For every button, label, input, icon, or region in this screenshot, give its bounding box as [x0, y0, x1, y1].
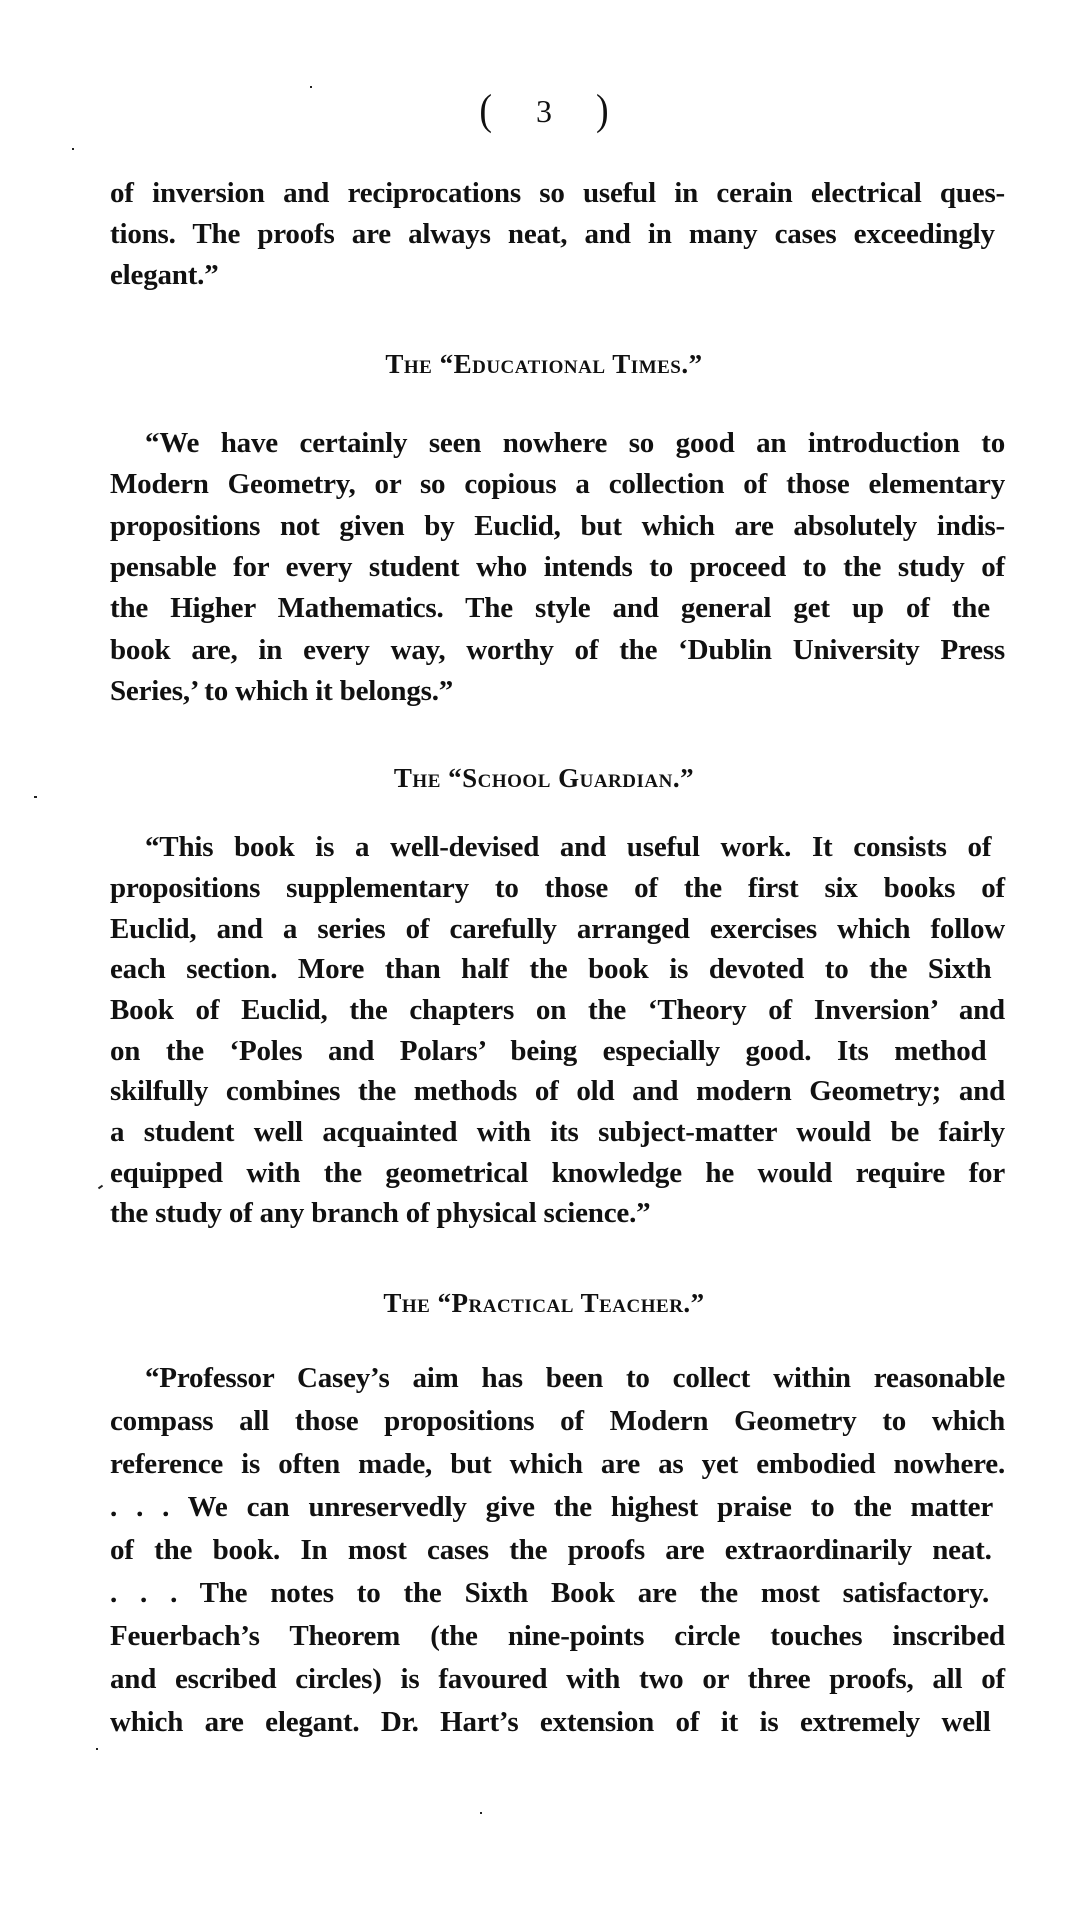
text-line: compass all those propositions of Modern Geometry to which — [110, 1405, 1005, 1437]
text-line: “This book is a well-devised and useful work. It consists of — [145, 831, 992, 863]
text-line: of inversion and reciprocations so useful in cerain electrical ques- — [110, 177, 1005, 209]
text-line: the study of any branch of physical science.” — [110, 1197, 651, 1229]
text-line: Modern Geometry, or so copious a collection of those elementary — [110, 468, 1005, 500]
text-line: equipped with the geometrical knowledge he would require for — [110, 1157, 1005, 1189]
text-line: Series,’ to which it belongs.” — [110, 675, 454, 707]
text-line: Euclid, and a series of carefully arranged exercises which follow — [110, 913, 1005, 945]
text-line: the Higher Mathematics. The style and general get up of the — [110, 592, 990, 624]
scan-speck — [34, 796, 37, 798]
text-line: skilfully combines the methods of old and modern Geometry; and — [110, 1075, 1005, 1107]
text-line: Feuerbach’s Theorem (the nine-points circle touches inscribed — [110, 1620, 1005, 1652]
text-line: “We have certainly seen nowhere so good an introduction to — [145, 427, 1005, 459]
scan-speck — [480, 1812, 482, 1814]
scan-speck — [72, 148, 74, 150]
open-paren: ( — [479, 85, 492, 135]
text-line: book are, in every way, worthy of the ‘Dublin University Press — [110, 634, 1005, 666]
text-line: reference is often made, but which are as yet embodied nowhere. — [110, 1448, 1005, 1480]
scan-speck — [98, 1185, 103, 1190]
text-line: pensable for every student who intends to proceed to the study of — [110, 551, 1005, 583]
scan-speck — [96, 1748, 98, 1750]
text-line: on the ‘Poles and Polars’ being especially good. Its method — [110, 1035, 987, 1067]
text-line: elegant.” — [110, 259, 219, 291]
review-heading-educational-times: The “Educational Times.” — [385, 349, 703, 379]
text-line: a student well acquainted with its subject-matter would be fairly — [110, 1116, 1005, 1148]
text-line: tions. The proofs are always neat, and in many cases exceedingly — [110, 218, 995, 250]
page-number — [0, 85, 1088, 135]
close-paren: ) — [596, 85, 609, 135]
text-line: . . . The notes to the Sixth Book are the most satisfactory. — [110, 1577, 990, 1609]
text-line: of the book. In most cases the proofs are extraordinarily neat. — [110, 1534, 992, 1566]
review-heading-practical-teacher: The “Practical Teacher.” — [383, 1288, 705, 1318]
text-line: Book of Euclid, the chapters on the ‘Theory of Inversion’ and — [110, 994, 1005, 1026]
text-line: which are elegant. Dr. Hart’s extension of it is extremely well — [110, 1706, 991, 1738]
text-line: each section. More than half the book is devoted to the Sixth — [110, 953, 992, 985]
review-heading-school-guardian: The “School Guardian.” — [393, 763, 695, 793]
page-number-value: 3 — [536, 93, 552, 129]
text-line: . . . We can unreservedly give the highest praise to the matter — [110, 1491, 994, 1523]
text-line: propositions supplementary to those of the first six books of — [110, 872, 1005, 904]
text-line: propositions not given by Euclid, but which are absolutely indis- — [110, 510, 1005, 542]
text-line: “Professor Casey’s aim has been to collect within reasonable — [145, 1362, 1005, 1394]
scan-speck — [310, 86, 312, 88]
text-line: and escribed circles) is favoured with two or three proofs, all of — [110, 1663, 1005, 1695]
